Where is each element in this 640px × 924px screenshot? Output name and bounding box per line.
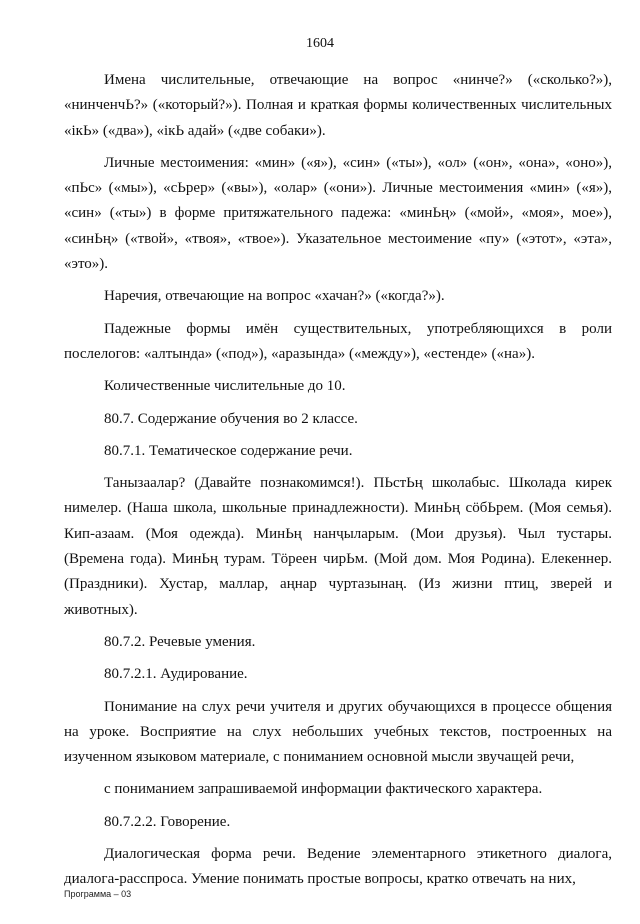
page-number: 1604 xyxy=(306,36,334,51)
section-heading-80-7-1: 80.7.1. Тематическое содержание речи. xyxy=(104,442,353,459)
paragraph-listening-info: с пониманием запрашиваемой информации фактического характера. xyxy=(104,781,543,798)
section-heading-80-7-2-2: 80.7.2.2. Говорение. xyxy=(104,813,231,830)
paragraph-listening: Понимание на слух речи учителя и других обучающихся в процессе общения на уроке. Восприятие на слух небольших учебных текстов, построенных на изученном языковом материале, с пониманием основной мысли звучащей речи, xyxy=(64,698,612,766)
paragraph-pronouns: Личные местоимения: «мин» («я»), «син» («ты»), «ол» («он», «она», «оно»), «пЬс» («мы»), «сЬрер» («вы»), «олар» («они»). Личные местоимения «мин» («я»), «син» («ты») в форме притяжательного падежа: «минЬң» («мой», «моя», мое»), «синЬң» («твой», «твоя», «твое»). Указательное местоимение «пу» («этот», «эта», «это»). xyxy=(64,154,612,273)
paragraph-case-forms: Падежные формы имён существительных, употребляющихся в роли послелогов: «алтында» («под»), «аразында» («между»), «естенде» («на»). xyxy=(64,320,612,362)
section-heading-80-7: 80.7. Содержание обучения во 2 классе. xyxy=(104,410,358,427)
paragraph-topics: Танызаалар? (Давайте познакомимся!). ПЬстЬң школабыс. Школада кирек нимелер. (Наша школа, школьные принадлежности). МинЬң сӧбЬрем. (Моя семья). Кип-азаам. (Моя одежда). МинЬң нанҷыларым. (Мои друзья). Чыл тустары. (Времена года). МинЬң турам. Тӧреен чирЬм. (Мой дом. Моя Родина). Елекеннер. (Праздники). Хустар, маллар, аңнар чуртазынаң. (Из жизни птиц, зверей и животных). xyxy=(64,475,612,618)
document-body xyxy=(64,68,612,900)
paragraph-adverbs: Наречия, отвечающие на вопрос «хачан?» («когда?»). xyxy=(104,288,445,305)
section-heading-80-7-2: 80.7.2. Речевые умения. xyxy=(104,633,256,650)
paragraph-speaking: Диалогическая форма речи. Ведение элементарного этикетного диалога, диалога-расспроса. Умение понимать простые вопросы, кратко отвечать на них, xyxy=(64,846,612,888)
page-footer: Программа – 03 xyxy=(64,889,132,899)
section-heading-80-7-2-1: 80.7.2.1. Аудирование. xyxy=(104,666,248,683)
paragraph-numerals: Имена числительные, отвечающие на вопрос «нинче?» («сколько?»), «нинченчЬ?» («который?»). Полная и краткая формы количественных числительных «ікЬ» («два»), «ікЬ адай» («две собаки»). xyxy=(64,72,612,139)
paragraph-cardinal-numbers: Количественные числительные до 10. xyxy=(104,378,346,395)
